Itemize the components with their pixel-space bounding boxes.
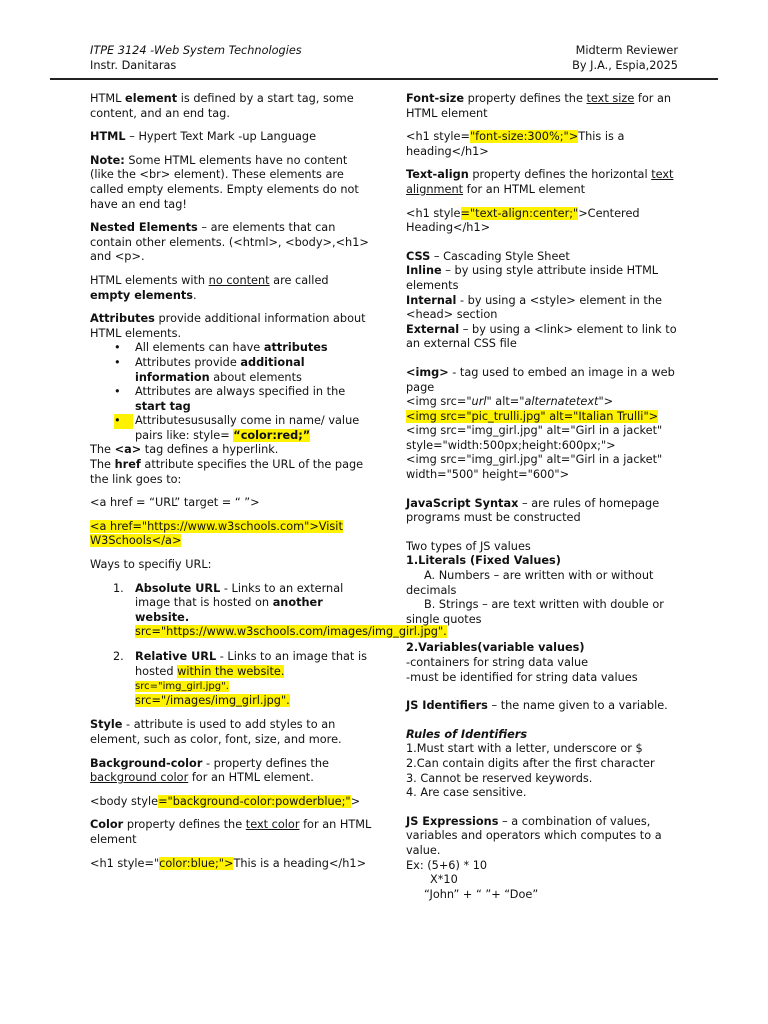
html-acronym: HTML – Hypert Text Mark -up Language	[90, 130, 317, 144]
list-item: 1. Absolute URL - Links to an external image that is hosted on another website. src="https://www.w3schools.com/images/img_girl.jpg".	[113, 581, 447, 639]
relative-url-example: src="img_girl.jpg".	[135, 681, 229, 693]
absolute-url-example: src="https://www.w3schools.com/images/img_girl.jpg".	[135, 625, 447, 639]
img-tag-section: <img> - tag used to embed an image in a web page <img src="url" alt="alternatetext"> <img src="pic_trulli.jpg" alt="Italian Trulli"> <img src="img_girl.jpg" alt="Girl in a jacket" style="width:500px;height:600px;"> <img src="img_girl.jpg" alt="Girl in a jacket" width="500" height="600">	[406, 365, 675, 482]
font-size-example: <h1 style="font-size:300%;">This is a heading</h1>	[406, 130, 625, 158]
document-title: Midterm Reviewer	[575, 44, 678, 57]
anchor-example: <a href="https://www.w3schools.com">Visit W3Schools</a>	[90, 519, 343, 548]
background-color-property: Background-color - property defines the background color for an HTML element.	[90, 756, 329, 785]
course-title: ITPE 3124 -Web System Technologies	[90, 44, 302, 57]
identifier-rules: Rules of Identifiers 1.Must start with a letter, underscore or $ 2.Can contain digits after the first character 3. Cannot be reserved keywords. 4. Are case sensitive.	[406, 727, 655, 800]
header-left	[90, 44, 302, 73]
href-definition: The href attribute specifies the URL of the page the link goes to:	[90, 458, 364, 486]
text-align-property: Text-align property defines the horizontal text alignment for an HTML element	[406, 168, 674, 196]
list-item: 2. Relative URL - Links to an image that is hosted within the website. src="img_girl.jpg". src="/images/img_girl.jpg".	[113, 650, 367, 707]
attributes-definition: Attributes provide additional information about HTML elements.	[90, 312, 366, 340]
js-value-types: Two types of JS values 1.Literals (Fixed Values) A. Numbers – are written with or without decimals B. Strings – are text written with double or single quotes	[406, 539, 664, 626]
list-number: 1.	[113, 581, 124, 595]
anchor-tag-definition: The <a> tag defines a hyperlink.	[90, 443, 279, 457]
color-property: Color property defines the text color for an HTML element	[90, 818, 372, 846]
list-item: • Attributesususally come in name/ value pairs like: style= “color:red;”	[135, 414, 372, 443]
list-item: • Attributes are always specified in the start tag	[135, 385, 372, 414]
text-align-example: <h1 style="text-align:center;">Centered Heading</h1>	[406, 206, 640, 235]
header-divider	[50, 78, 718, 80]
url-types-list	[90, 581, 447, 709]
list-item: • All elements can have attributes	[135, 341, 372, 356]
relative-url-example-2: src="/images/img_girl.jpg".	[135, 693, 290, 707]
js-variables: 2.Variables(variable values) -containers for string data value -must be identified for string data values	[406, 641, 638, 684]
empty-elements-definition: HTML elements with no content are called empty elements.	[90, 273, 329, 302]
nested-elements: Nested Elements – are elements that can contain other elements. (<html>, <body>,<h1> and <p>.	[90, 221, 369, 264]
js-identifiers: JS Identifiers – the name given to a variable.	[406, 699, 668, 713]
style-attribute: Style - attribute is used to add styles to an element, such as color, font, size, and more.	[90, 718, 342, 746]
header-right	[572, 44, 678, 73]
css-section: CSS – Cascading Style Sheet Inline – by using style attribute inside HTML elements Internal - by using a <style> element in the <head> section External – by using a <link> element to link to an external CSS file	[406, 249, 677, 351]
font-size-property: Font-size property defines the text size for an HTML element	[406, 92, 672, 120]
javascript-syntax: JavaScript Syntax – are rules of homepage programs must be constructed	[406, 496, 660, 525]
attributes-bullet-list	[90, 341, 372, 443]
right-column	[406, 92, 682, 911]
author-line: By J.A., Espia,2025	[572, 58, 678, 72]
instructor-name: Instr. Danitaras	[90, 58, 177, 72]
color-example: <h1 style="color:blue;">This is a heading</h1>	[90, 856, 367, 870]
background-color-example: <body style="background-color:powderblue;">	[90, 794, 361, 808]
left-column	[90, 92, 447, 880]
list-number: 2.	[113, 650, 124, 663]
empty-elements-note: Note: Some HTML elements have no content (like the <br> element). These elements are called empty elements. Empty elements do not have an end tag!	[90, 153, 359, 211]
url-ways-heading: Ways to specifiy URL:	[90, 558, 212, 572]
anchor-syntax: <a href = “URL” target = “ ”>	[90, 496, 260, 510]
page-header	[90, 44, 678, 74]
html-element-definition: HTML element is defined by a start tag, some content, and an end tag.	[90, 92, 354, 120]
list-item: • Attributes provide additional information about elements	[135, 356, 372, 385]
js-expressions: JS Expressions – a combination of values, variables and operators which computes to a value. Ex: (5+6) * 10 X*10 “John” + “ ”+ “Doe”	[406, 814, 662, 901]
